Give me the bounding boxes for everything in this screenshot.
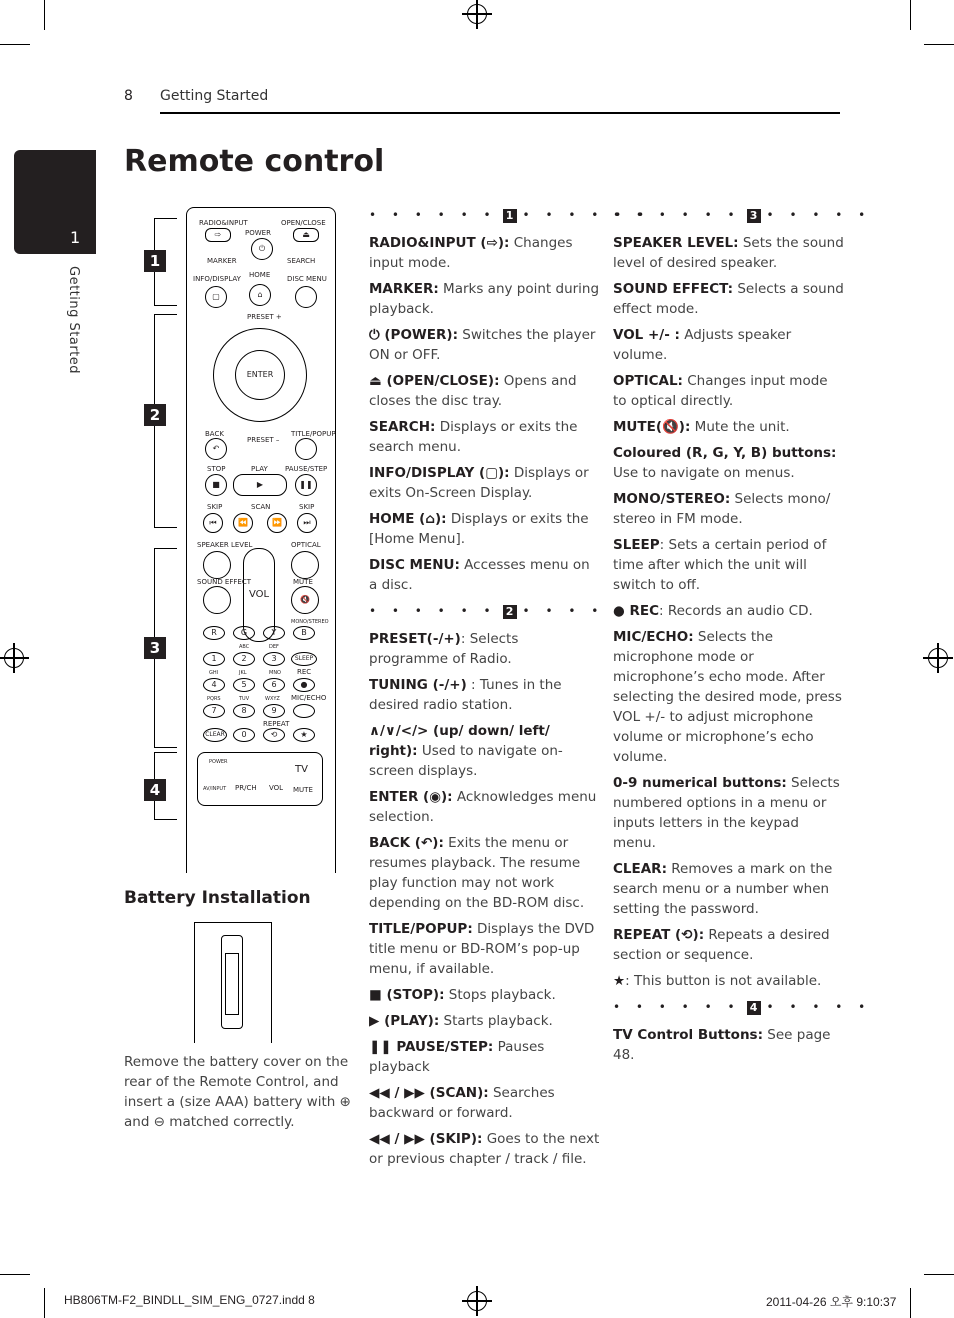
section-divider: • • • • • • 3 • • • • • [613, 208, 872, 222]
definition-term: SEARCH: [369, 419, 436, 435]
remote-label: SKIP [299, 503, 315, 511]
definition-term: CLEAR: [613, 861, 667, 877]
definition-desc: Selects numbered options in a menu or inputs letters in the keypad menu. [613, 775, 840, 851]
section-badge: 4 [747, 1001, 761, 1015]
registration-mark-icon [4, 648, 24, 668]
definition-item [369, 509, 601, 549]
definition-term: ▶ (PLAY): [369, 1013, 440, 1029]
definition-term: PRESET(-/+) [369, 631, 461, 647]
definition-desc: Goes to the next or previous chapter / track / file. [369, 1131, 600, 1167]
definition-item [369, 463, 601, 503]
definition-item [613, 925, 845, 965]
digit-button: 8 [233, 704, 255, 718]
definition-term: SLEEP [613, 537, 660, 553]
definition-term: ∧/∨/</> (up/ down/ left/ right): [369, 723, 550, 759]
remote-control-illustration [186, 207, 336, 873]
digit-button: 1 [203, 652, 225, 666]
definition-desc: Selects mono/ stereo in FM mode. [613, 491, 831, 527]
rec-icon: ● [293, 678, 315, 692]
remote-label: RADIO&INPUT [199, 219, 248, 227]
definition-term: RADIO&INPUT (⇨): [369, 235, 510, 251]
section-divider: • • • • • • 4 • • • • • [613, 1000, 872, 1014]
definition-item [613, 859, 845, 919]
definition-item [369, 985, 601, 1005]
definition-desc: Starts playback. [439, 1013, 553, 1029]
crop-mark [924, 1274, 954, 1275]
info-icon: ▢ [205, 286, 227, 308]
sleep-button: SLEEP [291, 652, 317, 666]
digit-button: 4 [203, 678, 225, 692]
star-icon: ★ [293, 728, 315, 742]
power-icon: ⏻ [251, 238, 273, 260]
section-badge: 1 [503, 209, 517, 223]
definition-item [613, 601, 845, 621]
definition-term: ■ (STOP): [369, 987, 445, 1003]
definition-item [613, 971, 845, 991]
remote-label: PRESET + [247, 313, 282, 321]
color-button-y: Y [263, 626, 285, 640]
repeat-icon: ⟲ [263, 728, 285, 742]
definition-item [369, 721, 601, 781]
definition-term: SPEAKER LEVEL: [613, 235, 739, 251]
definition-item [613, 535, 845, 595]
crop-mark [44, 0, 45, 30]
remote-label: MIC/ECHO [291, 694, 327, 702]
chapter-tab-number: 1 [70, 228, 81, 247]
remote-label: POWER [245, 229, 271, 237]
definition-desc: Selects the microphone mode or microphone’s echo mode. After selecting the desired mode, press VOL +/- to adjust microphone volume or microphone’s echo volume. [613, 629, 842, 765]
section-badge: 4 [144, 779, 166, 801]
remote-label: SPEAKER LEVEL [197, 541, 253, 549]
definition-term: ★ [613, 973, 626, 989]
play-icon: ▶ [233, 474, 287, 496]
remote-label: REC [297, 668, 312, 676]
remote-label: PRESET – [247, 436, 280, 444]
definition-item [369, 919, 601, 979]
definition-item [369, 279, 601, 319]
chapter-tab [14, 150, 96, 254]
definition-term: TV Control Buttons: [613, 1027, 763, 1043]
enter-button-shape: ENTER [235, 350, 285, 400]
skip-back-icon: ⏮ [203, 513, 223, 533]
definition-desc: Repeats a desired section or sequence. [613, 927, 830, 963]
definition-term: DISC MENU: [369, 557, 460, 573]
remote-label: PQRS [207, 696, 221, 702]
remote-label: MUTE [293, 786, 313, 794]
definition-term: REPEAT (⟲): [613, 927, 705, 943]
definition-item [369, 833, 601, 913]
remote-label: PLAY [251, 465, 268, 473]
remote-label: SKIP [207, 503, 223, 511]
definition-term: HOME (⌂): [369, 511, 447, 527]
remote-label: AV/INPUT [203, 786, 227, 792]
definition-item [613, 443, 845, 483]
page-number: 8 [124, 88, 133, 104]
definition-item [369, 675, 601, 715]
definition-desc: Accesses menu on a disc. [369, 557, 590, 593]
crop-mark [924, 44, 954, 45]
definition-term: SOUND EFFECT: [613, 281, 734, 297]
definition-item [613, 627, 845, 767]
remote-label: STOP [207, 465, 226, 473]
digit-button: 6 [263, 678, 285, 692]
definition-term: TUNING (-/+) [369, 677, 467, 693]
skip-forward-icon: ⏭ [297, 513, 317, 533]
remote-label: VOL [269, 784, 284, 792]
definition-desc: Sets the sound level of desired speaker. [613, 235, 844, 271]
remote-label: JKL [239, 670, 247, 676]
digit-button: 3 [263, 652, 285, 666]
definition-desc: Searches backward or forward. [369, 1085, 555, 1121]
definition-desc: Adjusts speaker volume. [613, 327, 792, 363]
stop-icon: ■ [205, 474, 227, 496]
definition-item [613, 233, 845, 273]
color-button-g: G [233, 626, 255, 640]
section-badge: 2 [144, 404, 166, 426]
definition-term: ◀◀ / ▶▶ (SCAN): [369, 1085, 489, 1101]
section-badge: 2 [503, 605, 517, 619]
definition-term: ● REC [613, 603, 660, 619]
battery-instructions: Remove the battery cover on the rear of the Remote Control, and insert a (size AAA) battery with ⊕ and ⊖ matched correctly. [124, 1054, 351, 1130]
remote-label: DISC MENU [287, 275, 327, 283]
disc-menu-button-shape [295, 286, 317, 308]
definition-item [369, 555, 601, 595]
remote-label: INFO/DISPLAY [193, 275, 241, 283]
definition-item [613, 773, 845, 853]
sound-effect-button-shape [203, 586, 231, 614]
definition-item [369, 1011, 601, 1031]
definition-term: TITLE/POPUP: [369, 921, 473, 937]
definition-desc: : Records an audio CD. [659, 603, 813, 619]
section-divider: • • • • • • 2 • • • • • [369, 604, 628, 618]
definition-desc: Changes input mode. [369, 235, 573, 271]
crop-mark [0, 1274, 30, 1275]
definition-term: ⏻ (POWER): [369, 327, 458, 343]
header-rule [160, 112, 840, 114]
color-button-r: R [203, 626, 225, 640]
volume-rocker: VOL [243, 548, 275, 642]
mute-icon: 🔇 [291, 586, 319, 614]
remote-label: WXYZ [265, 696, 280, 702]
rewind-icon: ⏪ [233, 513, 253, 533]
definition-item [613, 489, 845, 529]
crop-mark [910, 0, 911, 30]
crop-mark [44, 1288, 45, 1318]
definition-desc: Mute the unit. [690, 419, 790, 435]
definition-item [369, 1037, 601, 1077]
remote-label: SEARCH [287, 257, 316, 265]
remote-label: TUV [239, 696, 250, 702]
remote-label: REPEAT [263, 720, 290, 728]
running-header: Getting Started [160, 88, 269, 104]
remote-label: OPEN/CLOSE [281, 219, 326, 227]
remote-label: DEF [269, 644, 279, 650]
remote-label: TITLE/POPUP [291, 430, 336, 438]
definition-desc: Use to navigate on menus. [613, 465, 795, 481]
definition-item [369, 1083, 601, 1123]
definition-desc: Marks any point during playback. [369, 281, 600, 317]
definition-desc: : Tunes in the desired radio station. [369, 677, 562, 713]
remote-label: HOME [249, 271, 271, 279]
section-badge: 3 [747, 209, 761, 223]
definition-term: 0-9 numerical buttons: [613, 775, 787, 791]
definition-term: ENTER (◉): [369, 789, 453, 805]
definition-desc: : Selects programme of Radio. [369, 631, 519, 667]
remote-label: GHI [209, 670, 219, 676]
battery-compartment-illustration [194, 922, 272, 1043]
back-icon: ↶ [205, 438, 227, 460]
print-slug-date: 2011-04-26 오후 9:10:37 [766, 1295, 897, 1309]
remote-label: PAUSE/STEP [285, 465, 328, 473]
definition-term: OPTICAL: [613, 373, 683, 389]
definition-item [613, 417, 845, 437]
remote-label: OPTICAL [291, 541, 321, 549]
definition-item [369, 787, 601, 827]
remote-label: MARKER [207, 257, 237, 265]
definition-desc: Stops playback. [444, 987, 556, 1003]
registration-mark-icon [928, 648, 948, 668]
definition-desc: Selects a sound effect mode. [613, 281, 844, 317]
speaker-level-button-shape [203, 551, 231, 579]
crop-mark [910, 1288, 911, 1318]
definition-item [369, 417, 601, 457]
definition-item [369, 325, 601, 365]
clear-button: CLEAR [203, 728, 227, 742]
print-slug-filename: HB806TM-F2_BINDLL_SIM_ENG_0727.indd 8 [64, 1293, 315, 1307]
chapter-tab-label: Getting Started [66, 266, 81, 375]
fast-forward-icon: ⏩ [267, 513, 287, 533]
definition-desc: Displays or exits On-Screen Display. [369, 465, 589, 501]
definition-item [613, 279, 845, 319]
definition-item [613, 1025, 845, 1065]
color-button-b: B [293, 626, 315, 640]
definition-desc: : This button is not available. [625, 973, 822, 989]
remote-label: SCAN [251, 503, 271, 511]
definition-desc: Exits the menu or resumes playback. The resume play function may not work depending on the BD-ROM disc. [369, 835, 585, 911]
definition-term: MIC/ECHO: [613, 629, 694, 645]
definition-item [613, 325, 845, 365]
definition-term: Coloured (R, G, Y, B) buttons: [613, 445, 837, 461]
page-title: Remote control [124, 144, 385, 179]
remote-label: MUTE [293, 578, 313, 586]
remote-label: MONO/STEREO [291, 619, 329, 625]
digit-button: 0 [233, 728, 255, 742]
definition-term: VOL +/- : [613, 327, 680, 343]
definition-desc: Opens and closes the disc tray. [369, 373, 577, 409]
home-icon: ⌂ [249, 284, 271, 306]
mic-echo-button-shape [293, 704, 315, 718]
pause-icon: ❚❚ [295, 474, 317, 496]
definition-term: ❚❚ PAUSE/STEP: [369, 1039, 494, 1055]
battery-heading: Battery Installation [124, 888, 311, 908]
definition-desc: Removes a mark on the search menu or a number when setting the password. [613, 861, 833, 917]
section-badge: 3 [144, 637, 166, 659]
definition-term: BACK (↶): [369, 835, 444, 851]
crop-mark [0, 44, 30, 45]
digit-button: 5 [233, 678, 255, 692]
remote-label: PR/CH [235, 784, 257, 792]
optical-button-shape [291, 551, 319, 579]
remote-label: MNO [269, 670, 281, 676]
digit-button: 2 [233, 652, 255, 666]
digit-button: 7 [203, 704, 225, 718]
definition-item [369, 1129, 601, 1169]
definition-item [369, 233, 601, 273]
definition-desc: Pauses playback [369, 1039, 545, 1075]
digit-button: 9 [263, 704, 285, 718]
definition-term: ◀◀ / ▶▶ (SKIP): [369, 1131, 483, 1147]
definition-desc: Switches the player ON or OFF. [369, 327, 596, 363]
column-right [613, 205, 872, 1071]
definition-term: MUTE(🔇): [613, 419, 691, 435]
definition-desc: Used to navigate on-screen displays. [369, 743, 563, 779]
definition-desc: Displays or exits the [Home Menu]. [369, 511, 589, 547]
definition-term: MONO/STEREO: [613, 491, 731, 507]
definition-item [613, 371, 845, 411]
remote-label: TV [295, 764, 308, 775]
section-badge: 1 [144, 250, 166, 272]
definition-desc: Acknowledges menu selection. [369, 789, 597, 825]
input-icon: ⇨ [205, 228, 231, 242]
remote-label: SOUND EFFECT [197, 578, 251, 586]
registration-mark-icon [467, 4, 487, 24]
definition-desc: Displays or exits the search menu. [369, 419, 578, 455]
remote-label: POWER [209, 759, 228, 765]
definition-desc: Displays the DVD title menu or BD-ROM’s pop-up menu, if available. [369, 921, 595, 977]
definition-term: ⏏ (OPEN/CLOSE): [369, 373, 500, 389]
remote-label: BACK [205, 430, 224, 438]
registration-mark-icon [467, 1291, 487, 1311]
section-divider: • • • • • • 1 • • • • • • [369, 208, 651, 222]
definition-term: INFO/DISPLAY (▢): [369, 465, 510, 481]
eject-icon: ⏏ [293, 228, 319, 242]
definition-item [369, 629, 601, 669]
remote-label: ABC [239, 644, 250, 650]
definition-desc: Changes input mode to optical directly. [613, 373, 828, 409]
definition-desc: : Sets a certain period of time after which the unit will switch to off. [613, 537, 827, 593]
title-button-shape [295, 438, 317, 460]
definition-item [369, 371, 601, 411]
definition-term: MARKER: [369, 281, 439, 297]
definition-desc: See page 48. [613, 1027, 831, 1063]
